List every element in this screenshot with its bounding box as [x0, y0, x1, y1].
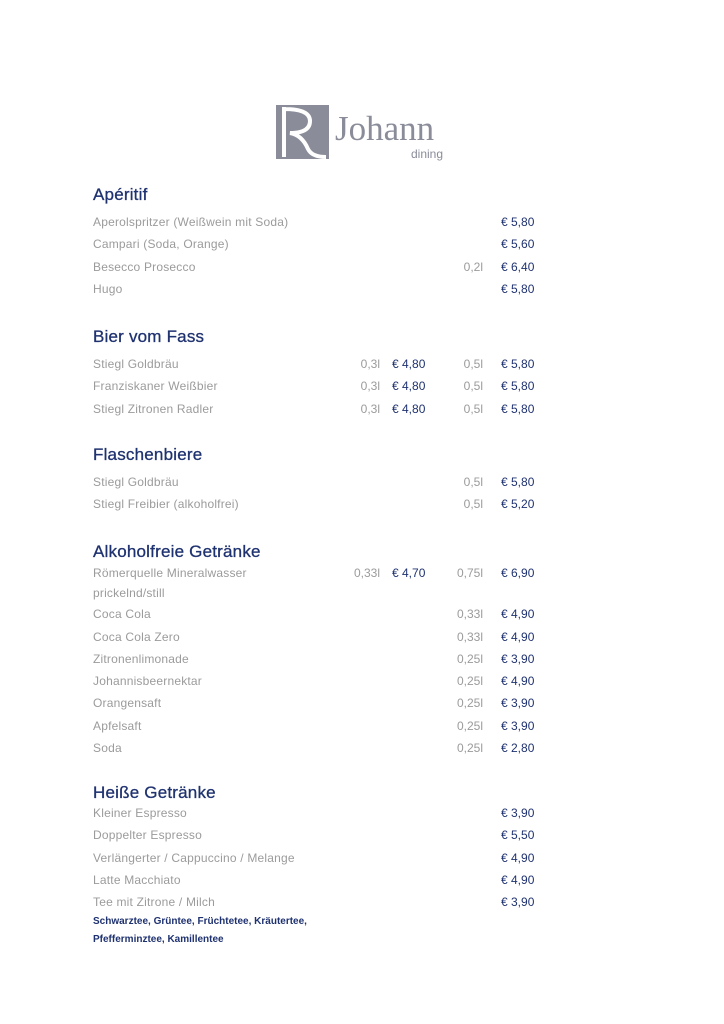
item-name: Stiegl Freibier (alkoholfrei)	[93, 497, 239, 512]
item-name: Soda	[93, 741, 122, 756]
item-price: € 5,80	[501, 401, 535, 416]
item-price: € 4,70	[392, 566, 426, 580]
item-price: € 3,90	[501, 718, 535, 733]
item-name: Stiegl Zitronen Radler	[93, 401, 214, 416]
item-name: Coca Cola Zero	[93, 629, 180, 644]
menu-item-row	[93, 715, 553, 737]
tea-varieties-note: Pfefferminztee, Kamillentee	[93, 934, 224, 946]
item-price: € 6,40	[501, 259, 535, 274]
item-name: Römerquelle Mineralwasser	[93, 566, 247, 580]
menu-item-row	[93, 398, 553, 420]
menu-item-row	[93, 256, 553, 278]
menu-item-row	[93, 278, 553, 300]
menu-item-row	[93, 353, 553, 375]
item-volume: 0,33l	[456, 629, 483, 644]
item-name: Kleiner Espresso	[93, 806, 187, 820]
item-name: prickelnd/still	[93, 586, 165, 601]
section-alkoholfreie-getraenke	[93, 541, 553, 759]
section-heading: Alkoholfreie Getränke	[93, 542, 261, 561]
tea-varieties-note: Schwarztee, Grüntee, Früchtetee, Kräutertee,	[93, 916, 307, 928]
item-price: € 3,90	[501, 696, 535, 711]
menu-item-row	[93, 869, 553, 891]
item-name: Tee mit Zitrone / Milch	[93, 895, 215, 910]
menu-item-row	[93, 648, 553, 670]
item-price: € 5,80	[501, 475, 535, 489]
item-list	[93, 471, 553, 516]
item-list	[93, 353, 553, 420]
item-name: Zitronenlimonade	[93, 651, 189, 666]
item-name: Stiegl Goldbräu	[93, 475, 179, 489]
item-price: € 6,90	[501, 566, 535, 580]
logo-r-mark	[276, 105, 329, 159]
item-volume: 0,33l	[353, 566, 380, 580]
item-price: € 4,90	[501, 674, 535, 689]
item-name: Doppelter Espresso	[93, 828, 202, 843]
menu-item-row	[93, 493, 553, 515]
item-price: € 5,50	[501, 828, 535, 843]
item-price: € 5,80	[501, 281, 535, 296]
item-price: € 3,90	[501, 806, 535, 820]
item-price: € 4,90	[501, 607, 535, 622]
item-price: € 5,80	[501, 357, 535, 371]
section-aperitif	[93, 184, 553, 300]
item-price: € 5,20	[501, 497, 535, 512]
item-price: € 5,80	[501, 379, 535, 394]
menu-item-row	[93, 824, 553, 846]
menu-item-row	[93, 375, 553, 397]
section-heading: Heiße Getränke	[93, 783, 216, 802]
item-volume: 0,3l	[360, 379, 380, 394]
item-price: € 4,90	[501, 629, 535, 644]
menu-item-row	[93, 737, 553, 759]
menu-item-row	[93, 802, 553, 824]
item-volume: 0,5l	[463, 401, 483, 416]
item-volume: 0,5l	[463, 475, 483, 489]
item-volume: 0,25l	[456, 741, 483, 756]
item-price: € 4,80	[392, 357, 426, 371]
item-price: € 5,80	[501, 215, 535, 229]
item-price: € 2,80	[501, 741, 535, 756]
item-name: Coca Cola	[93, 607, 151, 622]
item-volume: 0,25l	[456, 696, 483, 711]
section-flaschenbiere	[93, 444, 553, 516]
section-bier-vom-fass	[93, 326, 553, 420]
menu-item-row	[93, 626, 553, 648]
item-name: Verlängerter / Cappuccino / Melange	[93, 850, 295, 865]
item-list	[93, 562, 553, 759]
menu-item-row	[93, 584, 553, 603]
item-name: Stiegl Goldbräu	[93, 357, 179, 371]
item-name: Orangensaft	[93, 696, 162, 711]
item-name: Aperolspritzer (Weißwein mit Soda)	[93, 215, 289, 229]
item-price: € 4,80	[392, 401, 426, 416]
section-heading: Apéritif	[93, 185, 148, 204]
item-list	[93, 802, 553, 949]
item-volume: 0,3l	[360, 401, 380, 416]
item-volume: 0,2l	[463, 259, 483, 274]
item-name: Campari (Soda, Orange)	[93, 237, 229, 252]
menu-item-row	[93, 670, 553, 692]
logo	[276, 105, 456, 163]
item-price: € 5,60	[501, 237, 535, 252]
item-volume: 0,5l	[463, 357, 483, 371]
menu-item-row	[93, 471, 553, 493]
menu-item-row	[93, 692, 553, 714]
menu-item-row	[93, 211, 553, 233]
menu-item-row	[93, 847, 553, 869]
item-volume: 0,5l	[463, 497, 483, 512]
item-price: € 3,90	[501, 651, 535, 666]
item-price: € 3,90	[501, 895, 535, 910]
item-name: Johannisbeernektar	[93, 674, 203, 689]
menu-item-row	[93, 891, 553, 913]
item-list	[93, 211, 553, 300]
menu-item-row	[93, 233, 553, 255]
item-name: Hugo	[93, 281, 123, 296]
item-name: Apfelsaft	[93, 718, 142, 733]
item-volume: 0,33l	[456, 607, 483, 622]
item-price: € 4,90	[501, 872, 535, 887]
item-price: € 4,90	[501, 850, 535, 865]
logo-subtitle: dining	[411, 147, 444, 161]
section-heading: Flaschenbiere	[93, 445, 203, 464]
item-volume: 0,3l	[360, 357, 380, 371]
item-volume: 0,25l	[456, 651, 483, 666]
menu-item-row	[93, 562, 553, 584]
item-volume: 0,5l	[463, 379, 483, 394]
item-price: € 4,80	[392, 379, 426, 394]
item-volume: 0,75l	[456, 566, 483, 580]
section-heisse-getraenke	[93, 782, 553, 949]
section-heading: Bier vom Fass	[93, 327, 205, 346]
item-name: Franziskaner Weißbier	[93, 379, 218, 394]
item-volume: 0,25l	[456, 718, 483, 733]
item-volume: 0,25l	[456, 674, 483, 689]
menu-item-row	[93, 603, 553, 625]
logo-wordmark: Johann	[335, 109, 435, 148]
item-name: Besecco Prosecco	[93, 259, 196, 274]
item-name: Latte Macchiato	[93, 872, 181, 887]
